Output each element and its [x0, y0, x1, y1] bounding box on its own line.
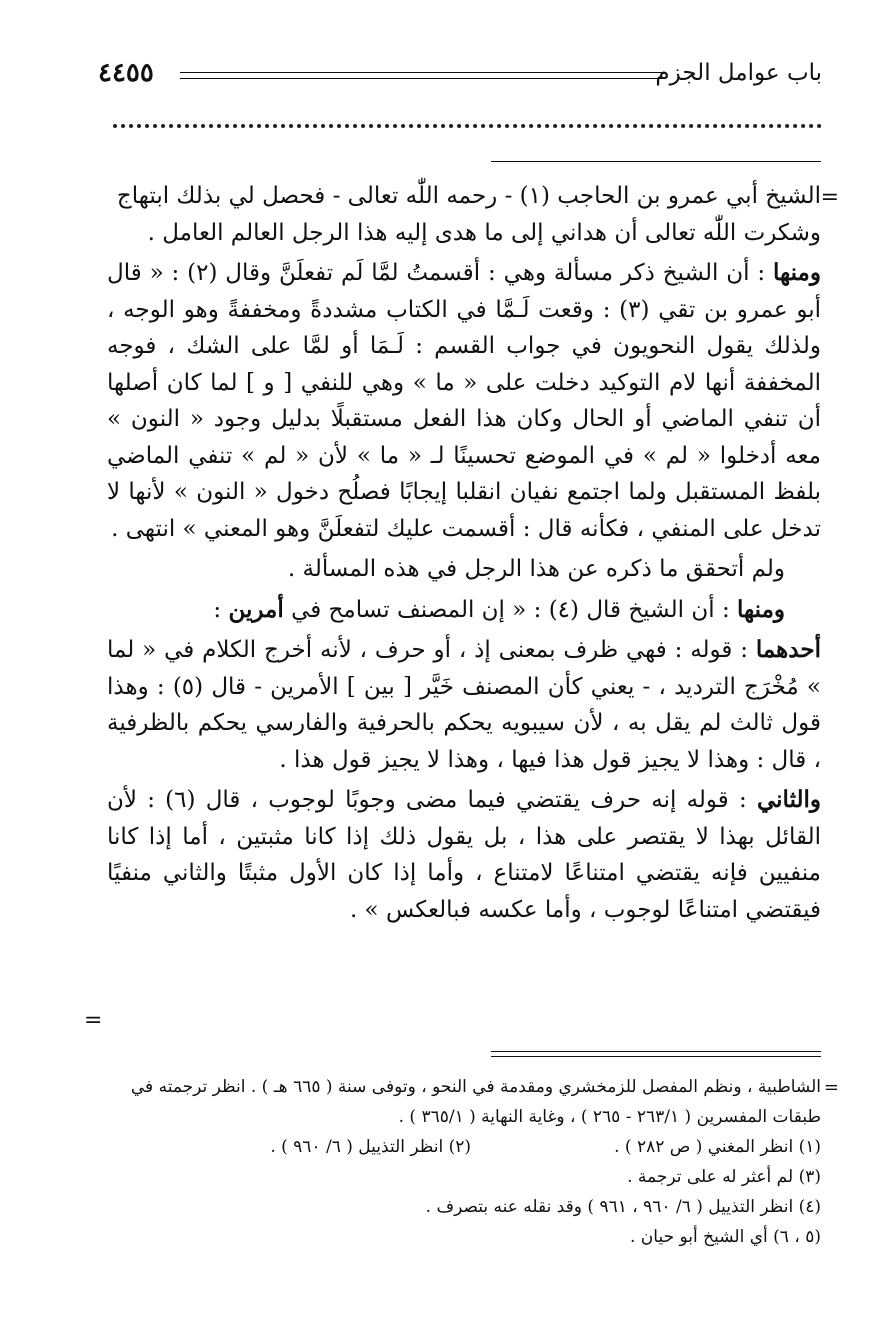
paragraph-1 [107, 178, 821, 251]
footnote-rule [491, 1051, 821, 1057]
paragraph-4-end: : [213, 596, 222, 623]
footnote-continued-line-2: طبقات المفسرين ( ٢٦٣/١ - ٢٦٥ ) ، وغاية النهاية ( ٣٦٥/١ ) . [398, 1107, 821, 1127]
footnote-5-6: (٥ ، ٦) أي الشيخ أبو حيان . [629, 1227, 821, 1247]
chapter-title: باب عوامل الجزم [655, 60, 822, 86]
paragraph-5-text: : قوله : فهي ظرف بمعنى إذ ، أو حرف ، لأنه أخرج الكلام في « لما » مُخْرَج الترديد ، - يعني كأن المصنف خَيَّر [ بين ] الأمرين - قال (٥) : وهذا قول ثالث لم يقل به ، لأن سيبويه يحكم بالحرفية والفارسي يحكم بالظرفية ، قال : وهذا لا يجيز قول هذا فيها ، وهذا لا يجيز قول هذا . [107, 637, 821, 773]
paragraph-2 [107, 255, 821, 547]
paragraph-6-lead: والثاني [756, 786, 822, 813]
footnotes [107, 1072, 821, 1252]
header-rule [180, 72, 664, 79]
paragraph-4-lead: ومنها [737, 595, 785, 623]
footnote-continued-line-1: الشاطبية ، ونظم المفصل للزمخشري ومقدمة في النحو ، وتوفى سنة ( ٦٦٥ هـ ) . انظر ترجمته في [130, 1077, 821, 1097]
paragraph-3: ولم أتحقق ما ذكره عن هذا الرجل في هذه المسألة . [287, 556, 785, 582]
paragraph-2-lead: ومنها [773, 259, 821, 286]
paragraph-6 [107, 782, 821, 928]
page-number: ٤٤٥٥ [98, 58, 154, 88]
paragraph-4 [107, 592, 821, 629]
footnote-2: (٢) انظر التذييل ( ٦/ ٩٦٠ ) . [270, 1137, 471, 1157]
footnote-1: (١) انظر المغني ( ص ٢٨٢ ) . [614, 1137, 821, 1157]
footnote-continuation-mark: = [823, 1077, 839, 1098]
continuation-mark-start: = [820, 185, 839, 210]
paragraph-4-text: : أن الشيخ قال (٤) : « إن المصنف تسامح في [291, 596, 730, 623]
paragraph-4-bold: أمرين [228, 595, 284, 623]
text-rule [491, 161, 821, 162]
paragraph-1-line-1: الشيخ أبي عمرو بن الحاجب (١) - رحمه اللّٰه تعالى - فحصل لي بذلك ابتهاج [116, 183, 821, 209]
footnote-row-1-2 [107, 1132, 821, 1162]
continuation-mark-end: = [84, 1008, 103, 1033]
dotted-separator [113, 124, 822, 142]
paragraph-6-text: : قوله إنه حرف يقتضي فيما مضى وجوبًا لوجوب ، قال (٦) : لأن القائل بهذا لا يقتصر على هذا ، بل يقول ذلك إذا كانا مثبتين ، أما إذا كانا منفيين فإنه يقتضي امتناعًا لامتناع ، وأما إذا كان الأول مثبتًا والثاني منفيًا فيقتضي امتناعًا لوجوب ، وأما عكسه فبالعكس » . [107, 787, 821, 923]
main-text [107, 178, 821, 928]
paragraph-1-line-2: وشكرت اللّٰه تعالى أن هداني إلى ما هدى إليه هذا الرجل العالم العامل . [147, 219, 821, 246]
footnote-4: (٤) انظر التذييل ( ٦/ ٩٦٠ ، ٩٦١ ) وقد نقله عنه بتصرف . [425, 1197, 821, 1217]
paragraph-2-text: : أن الشيخ ذكر مسألة وهي : أقسمتُ لمَّا لَم تفعلَنَّ وقال (٢) : « قال أبو عمرو بن تقي (٣) : وقعت لَـمَّا في الكتاب مشددةً ومخففةً وهو الوجه ، ولذلك يقول النحويون في جواب القسم : لَـمَا أو لمَّا على الشك ، فوجه المخففة أنها لام التوكيد دخلت على « ما » وهي للنفي [ و ] لما كان أصلها أن تنفي الماضي أو الحال وكان هذا الفعل مستقبلًا بدليل وجود « النون » معه أدخلوا « لم » في الموضع تحسينًا لـ « ما » لأن « لم » تنفي الماضي بلفظ المستقبل ولما اجتمع نفيان انقلبا إيجابًا فصلُح دخول « النون » لأنها لا تدخل على المنفي ، فكأنه قال : أقسمت عليك لتفعلَنَّ وهو المعني » انتهى . [107, 260, 821, 542]
paragraph-5-lead: أحدهما [755, 636, 821, 663]
footnote-3: (٣) لم أعثر له على ترجمة . [627, 1167, 821, 1187]
page-header [98, 56, 822, 96]
paragraph-5 [107, 632, 821, 778]
